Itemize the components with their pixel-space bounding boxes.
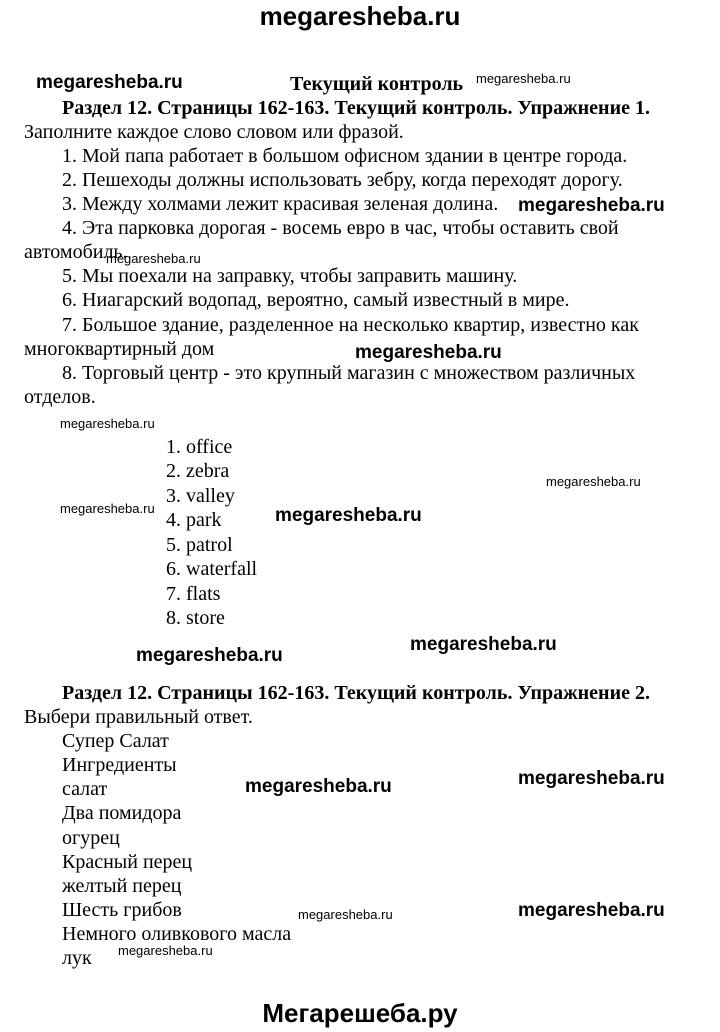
exercise-2-instruction: Выбери правильный ответ. — [24, 706, 253, 728]
answer-item: 8. store — [166, 607, 225, 629]
watermark: megaresheba.ru — [60, 501, 155, 516]
exercise-1-line: 2. Пешеходы должны использовать зебру, когда переходят дорогу. — [62, 169, 623, 191]
exercise-1-heading: Раздел 12. Страницы 162-163. Текущий контроль. Упражнение 1. — [62, 97, 650, 119]
exercise-1-line: отделов. — [24, 386, 96, 408]
exercise-1-line: 7. Большое здание, разделенное на несколько квартир, известно как — [62, 314, 639, 336]
answer-item: 5. patrol — [166, 534, 233, 556]
watermark: megaresheba.ru — [518, 768, 665, 789]
exercise-1-line: 8. Торговый центр - это крупный магазин с множеством различных — [62, 362, 636, 384]
answer-item: 3. valley — [166, 485, 235, 507]
watermark: megaresheba.ru — [136, 645, 283, 666]
watermark: megaresheba.ru — [106, 251, 201, 266]
exercise-1-line: автомобиль. — [24, 241, 128, 263]
exercise-1-line: 3. Между холмами лежит красивая зеленая долина. — [62, 193, 499, 215]
ingredient-item: лук — [62, 947, 92, 969]
exercise-1-line: 5. Мы поехали на заправку, чтобы заправить машину. — [62, 265, 518, 287]
document-title: Текущий контроль — [290, 73, 464, 95]
watermark: megaresheba.ru — [275, 505, 422, 526]
ingredient-item: Два помидора — [62, 802, 182, 824]
exercise-1-line: 6. Ниагарский водопад, вероятно, самый известный в мире. — [62, 289, 570, 311]
watermark: megaresheba.ru — [546, 474, 641, 489]
exercise-1-instruction: Заполните каждое слово словом или фразой. — [24, 121, 404, 143]
watermark: megaresheba.ru — [518, 900, 665, 921]
site-header: megaresheba.ru — [259, 1, 461, 31]
exercise-1-line: многоквартирный дом — [24, 338, 215, 360]
ingredient-item: Шесть грибов — [62, 899, 182, 921]
answer-item: 6. waterfall — [166, 558, 258, 580]
answer-item: 1. office — [166, 436, 233, 458]
answer-item: 7. flats — [166, 583, 221, 605]
watermark: megaresheba.ru — [476, 71, 571, 86]
watermark: megaresheba.ru — [36, 72, 183, 93]
exercise-1-line: 1. Мой папа работает в большом офисном здании в центре города. — [62, 145, 628, 167]
watermark: megaresheba.ru — [60, 416, 155, 431]
watermark: megaresheba.ru — [245, 776, 392, 797]
ingredient-item: огурец — [62, 827, 120, 849]
exercise-1-line: 4. Эта парковка дорогая - восемь евро в час, чтобы оставить свой — [62, 217, 619, 239]
watermark: megaresheba.ru — [518, 195, 665, 216]
ingredient-item: салат — [62, 778, 108, 800]
exercise-2-heading: Раздел 12. Страницы 162-163. Текущий контроль. Упражнение 2. — [62, 682, 650, 704]
ingredient-item: Красный перец — [62, 851, 193, 873]
watermark: megaresheba.ru — [410, 634, 557, 655]
ingredient-item: Супер Салат — [62, 730, 169, 752]
site-footer: Мегарешеба.ру — [262, 998, 458, 1028]
ingredient-item: желтый перец — [62, 875, 182, 897]
answer-item: 4. park — [166, 509, 222, 531]
ingredient-item: Ингредиенты — [62, 754, 177, 776]
ingredient-item: Немного оливкового масла — [62, 923, 292, 945]
watermark: megaresheba.ru — [298, 907, 393, 922]
watermark: megaresheba.ru — [355, 342, 502, 363]
watermark: megaresheba.ru — [118, 943, 213, 958]
answer-item: 2. zebra — [166, 460, 230, 482]
